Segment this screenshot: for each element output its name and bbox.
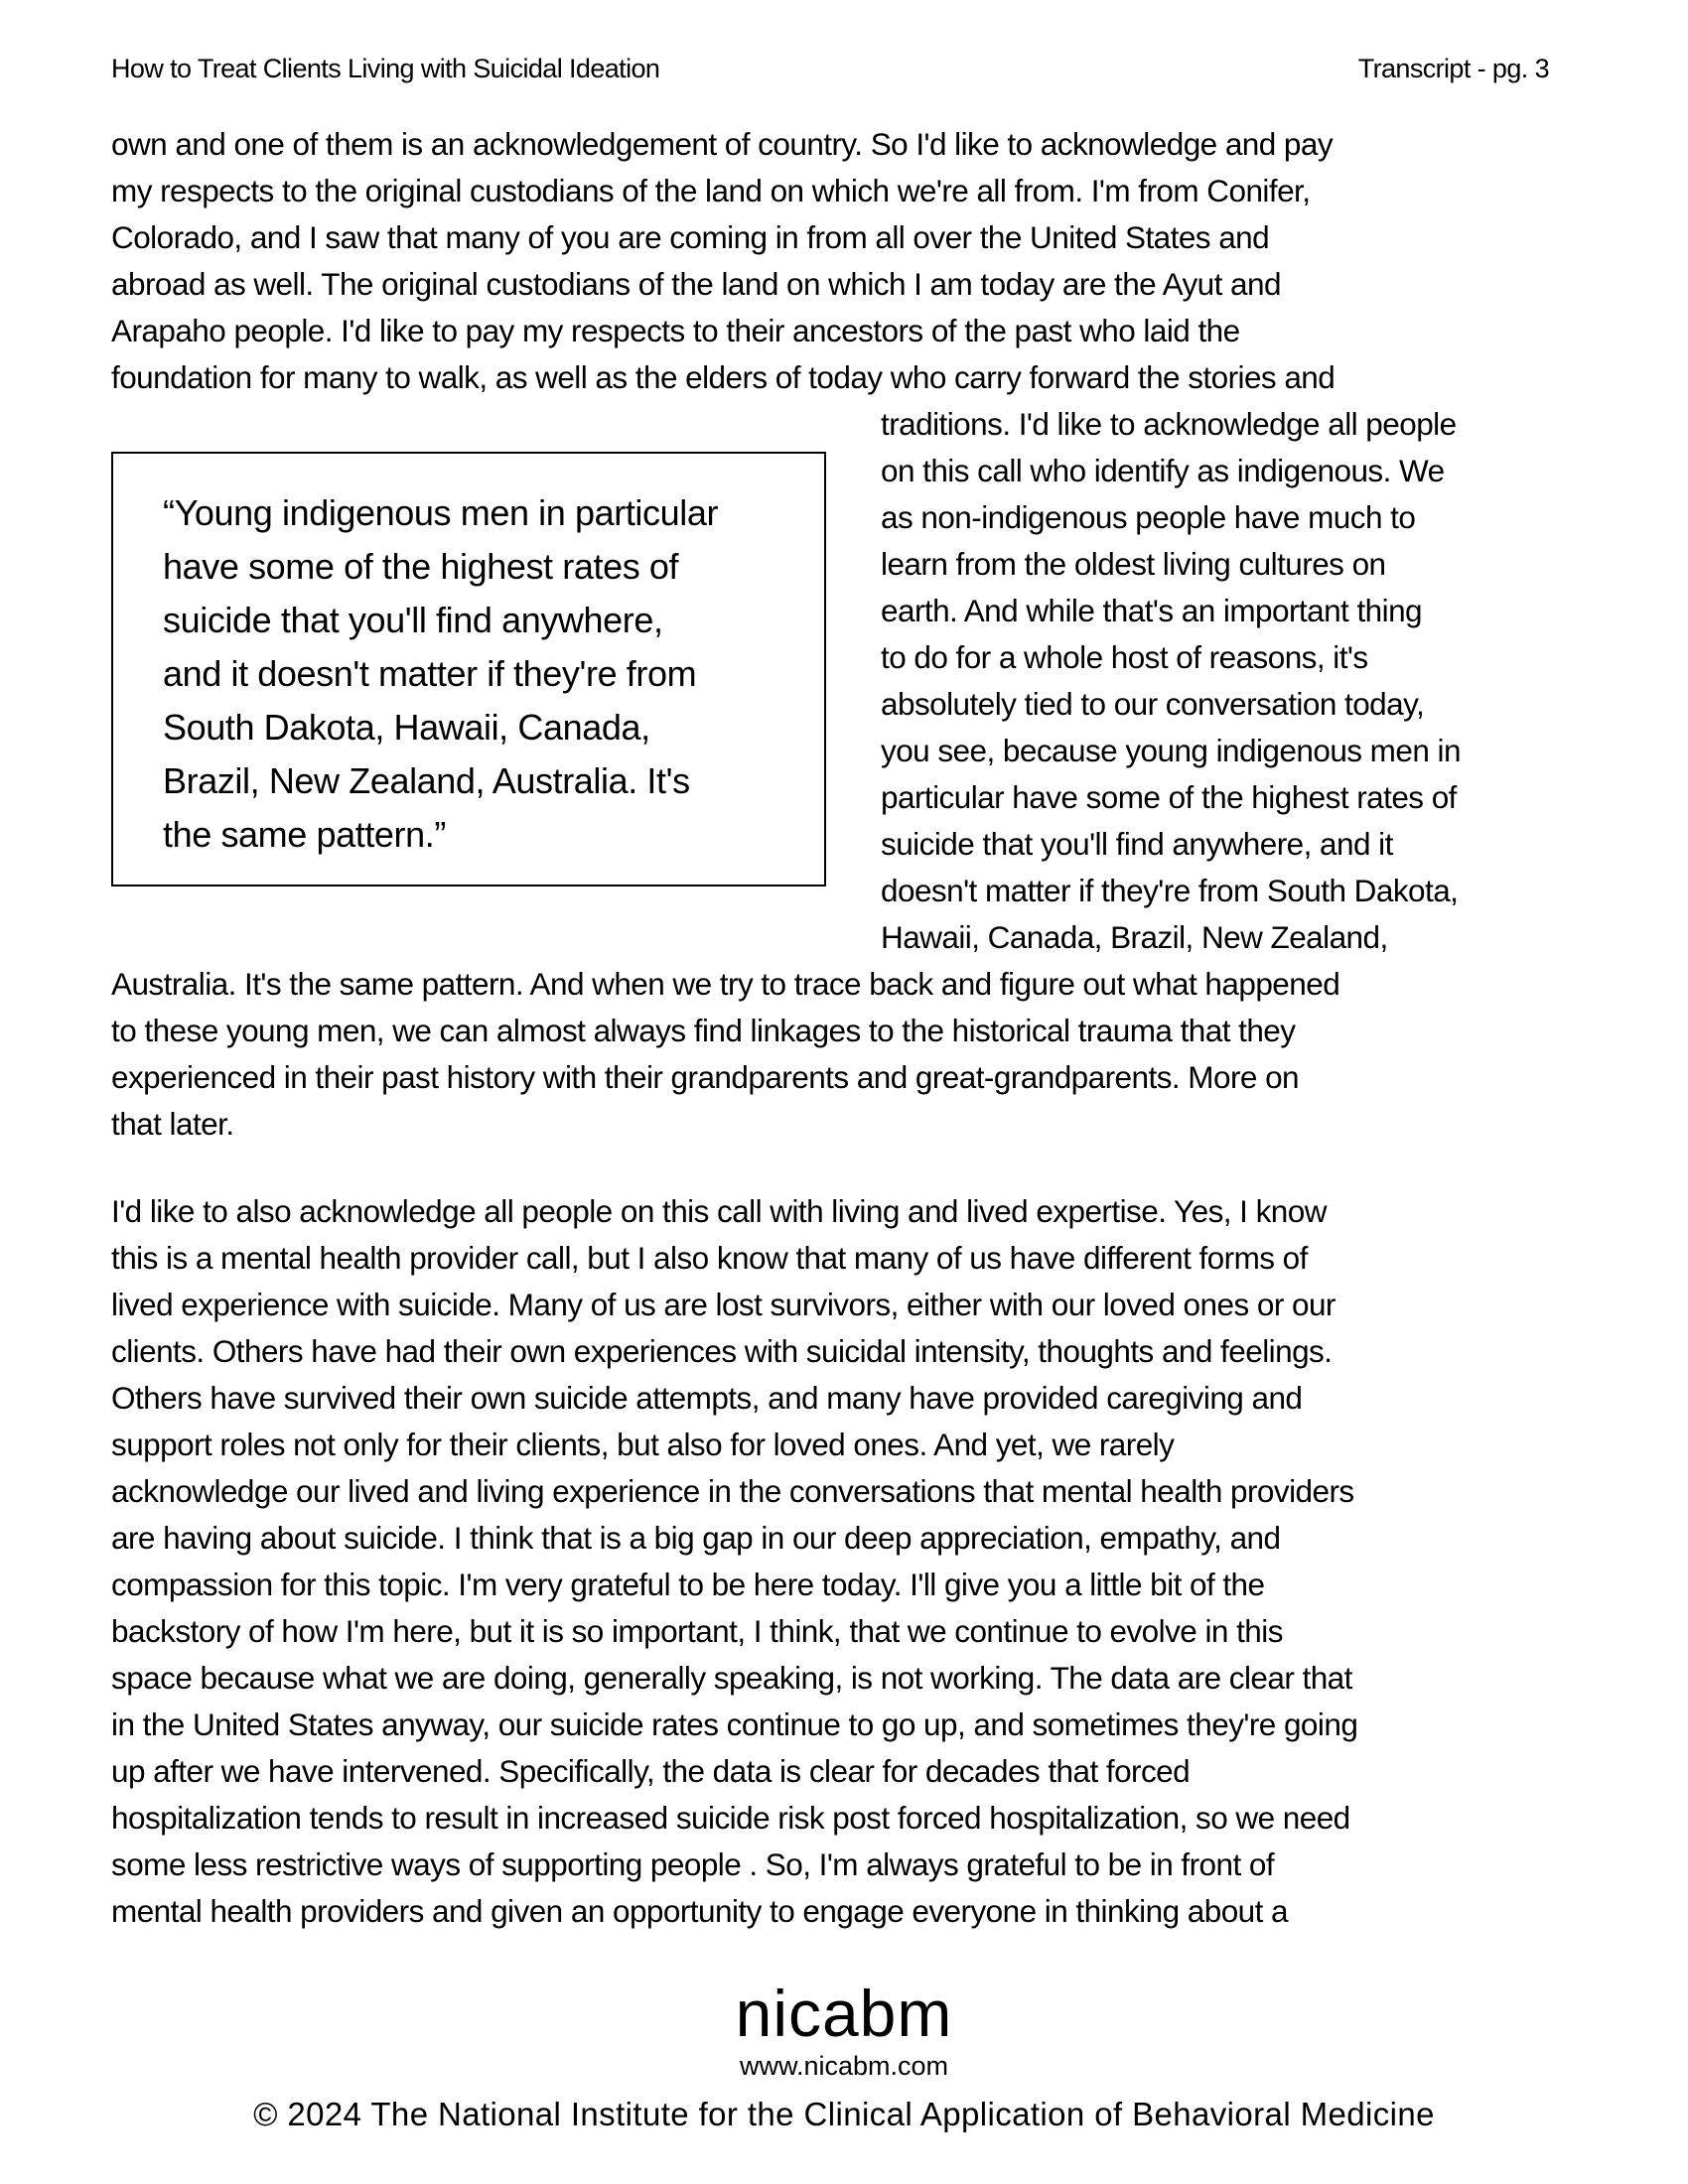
body-line: space because what we are doing, generally speaking, is not working. The data are clear that	[111, 1660, 1352, 1696]
copyright-notice: © 2024 The National Institute for the Clinical Application of Behavioral Medicine	[253, 2096, 1435, 2132]
body-line: Others have survived their own suicide attempts, and many have provided caregiving and	[111, 1380, 1303, 1416]
body-line: earth. And while that's an important thing	[881, 593, 1423, 628]
body-line: own and one of them is an acknowledgement of country. So I'd like to acknowledge and pay	[111, 126, 1334, 162]
body-line: are having about suicide. I think that is a big gap in our deep appreciation, empathy, and	[111, 1520, 1281, 1556]
body-line: particular have some of the highest rates of	[881, 779, 1457, 815]
body-line: to these young men, we can almost always find linkages to the historical trauma that they	[111, 1013, 1296, 1048]
body-line: Hawaii, Canada, Brazil, New Zealand,	[881, 919, 1388, 955]
body-line: absolutely tied to our conversation today,	[881, 686, 1425, 722]
body-line: suicide that you'll find anywhere, and it	[881, 826, 1393, 862]
body-line: Colorado, and I saw that many of you are coming in from all over the United States and	[111, 219, 1270, 255]
body-line: on this call who identify as indigenous. We	[881, 453, 1445, 488]
body-line: I'd like to also acknowledge all people on this call with living and lived expertise. Yes, I know	[111, 1193, 1327, 1229]
body-line: clients. Others have had their own experiences with suicidal intensity, thoughts and feelings.	[111, 1333, 1333, 1369]
body-line: as non-indigenous people have much to	[881, 499, 1416, 535]
body-line: you see, because young indigenous men in	[881, 733, 1461, 768]
body-line: acknowledge our lived and living experience in the conversations that mental health providers	[111, 1473, 1354, 1509]
pull-quote-line: “Young indigenous men in particular	[163, 492, 719, 533]
body-line: support roles not only for their clients, but also for loved ones. And yet, we rarely	[111, 1427, 1175, 1462]
body-line: abroad as well. The original custodians of the land on which I am today are the Ayut and	[111, 266, 1281, 302]
pull-quote-line: South Dakota, Hawaii, Canada,	[163, 707, 650, 748]
body-line: that later.	[111, 1106, 234, 1142]
body-line: learn from the oldest living cultures on	[881, 546, 1386, 582]
body-line: some less restrictive ways of supporting people . So, I'm always grateful to be in front of	[111, 1846, 1275, 1882]
body-line: experienced in their past history with their grandparents and great-grandparents. More on	[111, 1059, 1300, 1095]
body-line: in the United States anyway, our suicide rates continue to go up, and sometimes they're going	[111, 1706, 1358, 1742]
website-link[interactable]: www.nicabm.com	[739, 2051, 949, 2081]
body-line: up after we have intervened. Specifically, the data is clear for decades that forced	[111, 1753, 1191, 1789]
body-line: Australia. It's the same pattern. And when we try to trace back and figure out what happened	[111, 966, 1340, 1002]
body-line: Arapaho people. I'd like to pay my respects to their ancestors of the past who laid the	[111, 313, 1240, 348]
body-line: lived experience with suicide. Many of us are lost survivors, either with our loved ones or our	[111, 1287, 1336, 1322]
body-line: backstory of how I'm here, but it is so important, I think, that we continue to evolve in this	[111, 1613, 1283, 1649]
page-number-label: Transcript - pg. 3	[1357, 54, 1549, 83]
body-line: doesn't matter if they're from South Dakota,	[881, 873, 1459, 908]
nicabm-logo: nicabm	[735, 1977, 953, 2050]
body-line: compassion for this topic. I'm very grateful to be here today. I'll give you a little bit of the	[111, 1567, 1265, 1602]
body-line: mental health providers and given an opportunity to engage everyone in thinking about a	[111, 1893, 1289, 1929]
pull-quote-line: and it doesn't matter if they're from	[163, 653, 697, 694]
body-line: this is a mental health provider call, but I also know that many of us have different forms of	[111, 1240, 1308, 1276]
body-line: my respects to the original custodians of the land on which we're all from. I'm from Conifer,	[111, 173, 1311, 208]
document-title: How to Treat Clients Living with Suicidal Ideation	[111, 54, 660, 83]
pull-quote-line: Brazil, New Zealand, Australia. It's	[163, 760, 690, 801]
body-line: to do for a whole host of reasons, it's	[881, 639, 1368, 675]
pull-quote-line: the same pattern.”	[163, 814, 446, 855]
pull-quote-box	[111, 452, 826, 887]
body-line: traditions. I'd like to acknowledge all people	[881, 406, 1457, 442]
body-line: hospitalization tends to result in increased suicide risk post forced hospitalization, so we need	[111, 1800, 1350, 1836]
pull-quote-line: have some of the highest rates of	[163, 546, 679, 587]
pull-quote-line: suicide that you'll find anywhere,	[163, 600, 663, 640]
body-line: foundation for many to walk, as well as the elders of today who carry forward the stories and	[111, 359, 1336, 395]
